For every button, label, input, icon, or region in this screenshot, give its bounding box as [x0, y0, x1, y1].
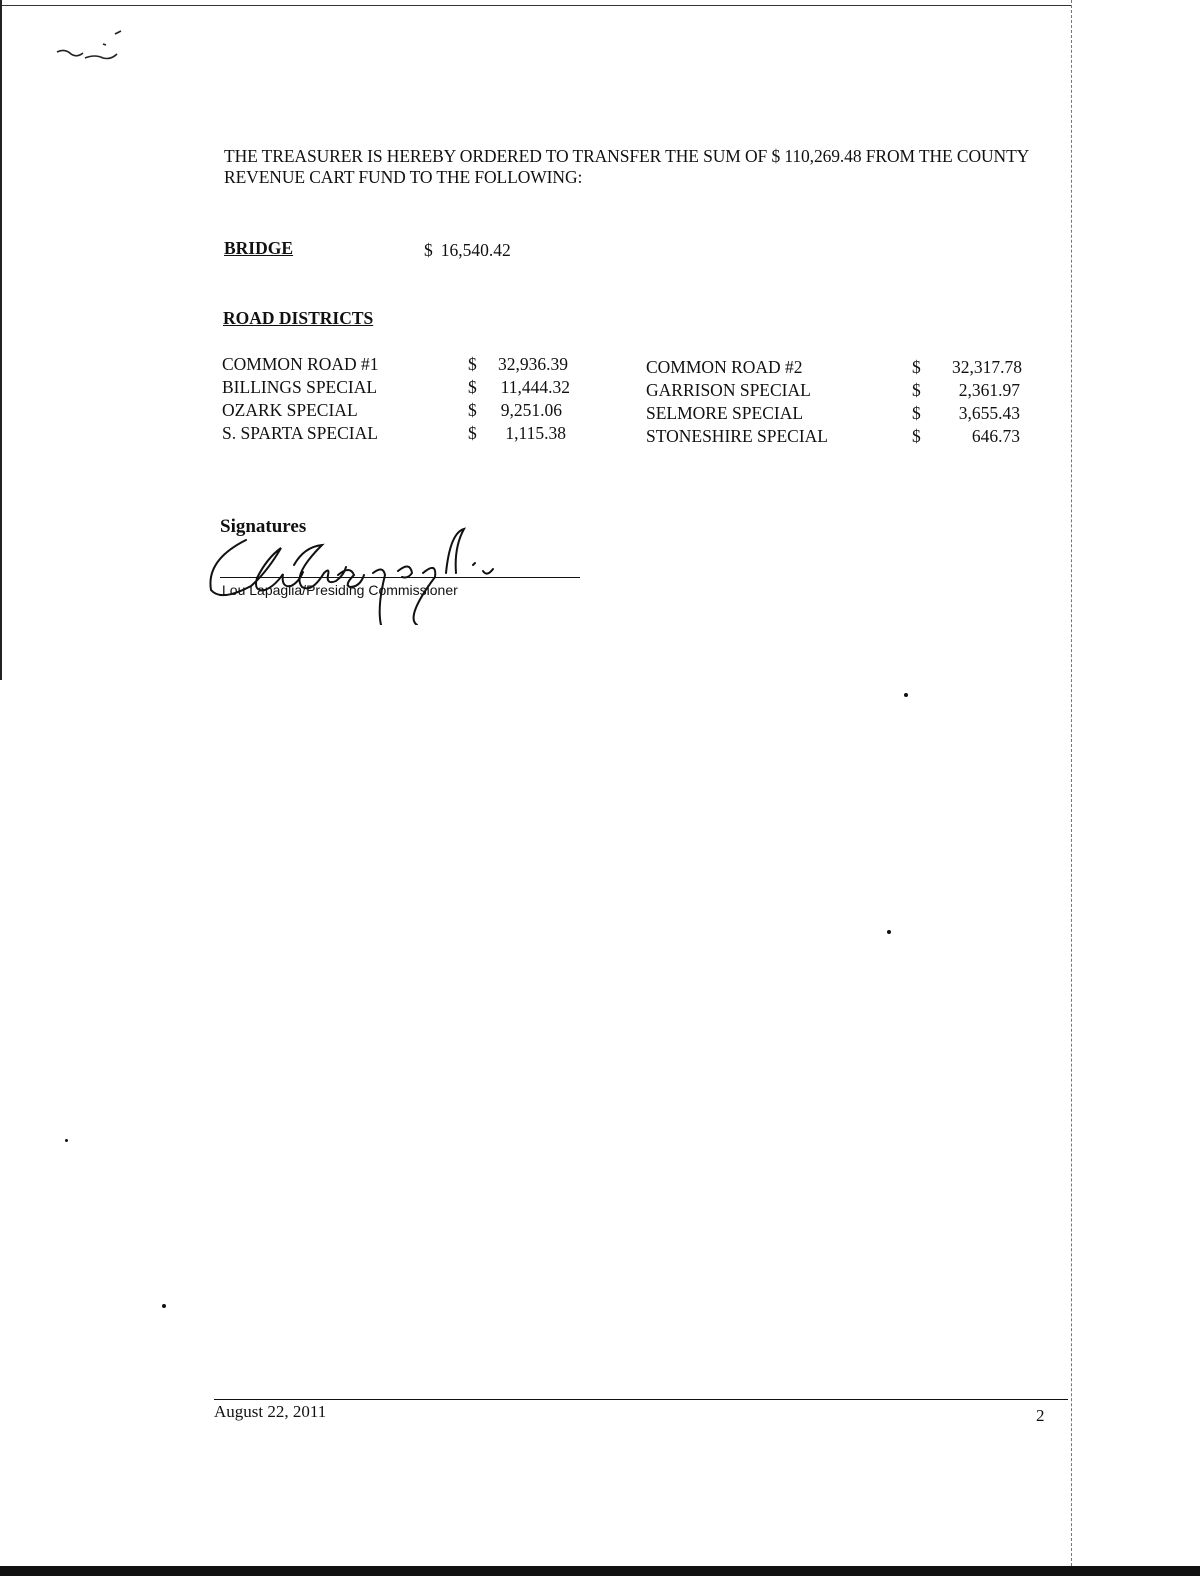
district-currency: $: [912, 380, 921, 400]
scan-speck: [887, 930, 891, 934]
district-name: GARRISON SPECIAL: [646, 380, 811, 400]
page-number: 2: [1036, 1406, 1045, 1425]
road-districts-heading: ROAD DISTRICTS: [223, 308, 374, 328]
signer-caption: Lou Lapaglia/Presiding Commissioner: [222, 582, 458, 598]
scan-edge-bottom: [0, 1566, 1200, 1576]
transfer-order-text: THE TREASURER IS HEREBY ORDERED TO TRANSFER THE SUM OF $ 110,269.48 FROM THE COUNTY REVENUE CART FUND TO THE FOLLOWING:: [224, 146, 1029, 187]
bridge-amount-value: 16,540.42: [440, 240, 511, 260]
district-name: COMMON ROAD #2: [646, 357, 803, 377]
footer-rule: [214, 1399, 1068, 1400]
scan-speck: [904, 693, 908, 697]
scan-edge-right: [1071, 0, 1072, 1576]
scan-scribble-mark: [55, 22, 155, 72]
scan-speck: [65, 1139, 68, 1142]
district-amount: 3,655.43: [958, 403, 1020, 423]
district-amount: 646.73: [971, 426, 1020, 446]
district-amount: 1,115.38: [505, 423, 566, 443]
bridge-heading: BRIDGE: [224, 238, 294, 258]
district-amount: 9,251.06: [500, 400, 562, 420]
signatures-heading: Signatures: [220, 516, 307, 537]
footer-date: August 22, 2011: [214, 1402, 327, 1421]
scan-speck: [162, 1304, 166, 1308]
scan-edge-top: [0, 5, 1072, 6]
district-name: STONESHIRE SPECIAL: [646, 426, 828, 446]
district-currency: $: [912, 357, 921, 377]
district-amount: 11,444.32: [500, 377, 570, 397]
district-name: OZARK SPECIAL: [222, 400, 358, 420]
district-name: COMMON ROAD #1: [222, 354, 379, 374]
scan-edge-left: [0, 0, 2, 680]
district-amount: 2,361.97: [958, 380, 1020, 400]
district-amount: 32,936.39: [498, 354, 568, 374]
district-name: S. SPARTA SPECIAL: [222, 423, 378, 443]
district-currency: $: [468, 400, 477, 420]
district-currency: $: [468, 377, 477, 397]
district-amount: 32,317.78: [952, 357, 1022, 377]
district-currency: $: [468, 354, 477, 374]
district-currency: $: [912, 403, 921, 423]
bridge-currency: $: [424, 240, 433, 260]
district-currency: $: [912, 426, 921, 446]
handwritten-signature: [198, 525, 538, 625]
district-name: BILLINGS SPECIAL: [222, 377, 378, 397]
district-currency: $: [468, 423, 477, 443]
bridge-amount: [424, 240, 511, 261]
district-name: SELMORE SPECIAL: [646, 403, 804, 423]
